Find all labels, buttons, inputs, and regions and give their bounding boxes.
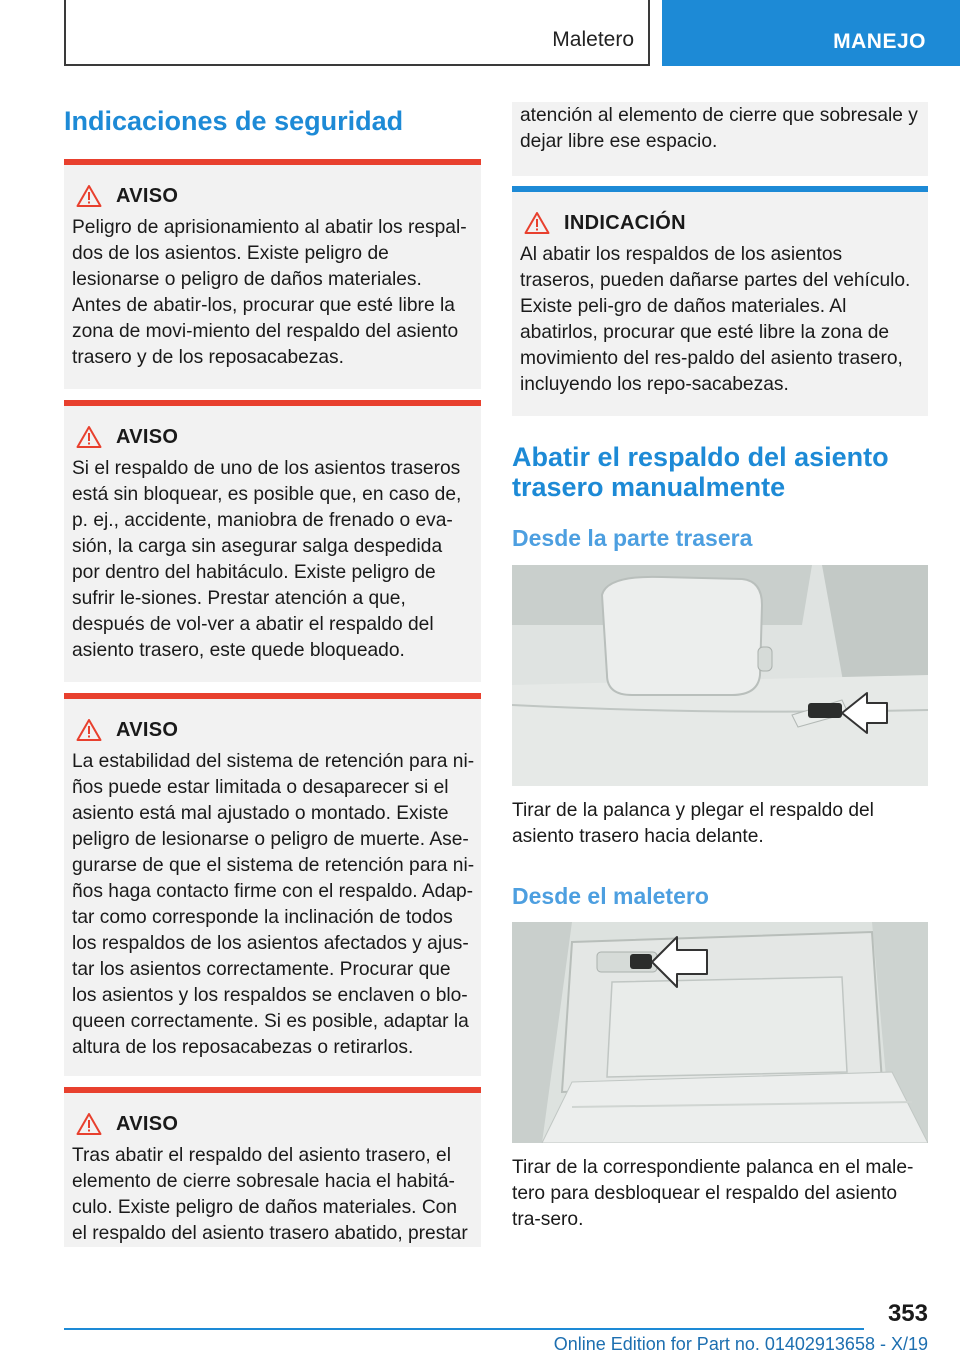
photo-trunk-lever bbox=[512, 922, 928, 1143]
warning-box-3 bbox=[64, 693, 481, 1076]
header-section-title: Maletero bbox=[552, 28, 634, 51]
warning-header bbox=[64, 406, 481, 450]
footer-divider bbox=[64, 1328, 864, 1330]
warning-text-continued: atención al elemento de cierre que sobresale y dejar libre ese espacio. bbox=[520, 105, 918, 152]
warning-title: AVISO bbox=[116, 718, 179, 741]
header-chapter-title: MANEJO bbox=[833, 30, 926, 53]
note-header bbox=[512, 192, 928, 236]
warning-header bbox=[64, 699, 481, 743]
section-heading-fold-seat: Abatir el respaldo del asiento trasero manualmente bbox=[512, 442, 889, 502]
caption-from-trunk: Tirar de la correspondiente palanca en el male-tero para desbloquear el respaldo del asiento tra-sero. bbox=[512, 1157, 914, 1230]
left-column bbox=[64, 100, 481, 1247]
note-text: Al abatir los respaldos de los asientos traseros, pueden dañarse partes del vehículo. Existe peli-gro de daños materiales. Al abatirlos, procurar que esté libre la zona de movimiento del res-paldo del asiento trasero, incluyendo los repo-sacabezas. bbox=[520, 244, 911, 395]
warning-box-4 bbox=[64, 1087, 481, 1247]
warning-triangle-icon bbox=[76, 184, 102, 208]
warning-triangle-icon bbox=[76, 718, 102, 742]
subheading-from-trunk: Desde el maletero bbox=[512, 883, 709, 909]
footer-edition: Online Edition for Part no. 01402913658 - X/19 bbox=[553, 1334, 928, 1354]
page-number: 353 bbox=[887, 1300, 928, 1327]
warning-text: Tras abatir el respaldo del asiento trasero, el elemento de cierre sobresale hacia el habitá-culo. Existe peligro de daños materiales. Con el respaldo del asiento trasero abatido, prestar bbox=[72, 1145, 468, 1244]
warning-title: AVISO bbox=[116, 184, 179, 207]
photo-rear-seat-lever bbox=[512, 565, 928, 786]
header-section-tab bbox=[64, 0, 650, 66]
warning-box-continued bbox=[512, 102, 928, 176]
warning-title: AVISO bbox=[116, 1112, 179, 1135]
section-heading-safety: Indicaciones de seguridad bbox=[64, 106, 404, 136]
warning-header bbox=[64, 1093, 481, 1137]
warning-text: Peligro de aprisionamiento al abatir los respal-dos de los asientos. Existe peligro de lesionarse o peligro de daños materiales. Antes de abatir-los, procurar que esté libre la zona de movi-miento del respaldo del asiento trasero y de los reposacabezas. bbox=[72, 217, 467, 368]
warning-triangle-icon bbox=[76, 425, 102, 449]
warning-box-2 bbox=[64, 400, 481, 682]
warning-triangle-icon bbox=[524, 211, 550, 235]
warning-text: Si el respaldo de uno de los asientos traseros está sin bloquear, es posible que, en caso de, p. ej., accidente, maniobra de frenado o eva-sión, la carga sin asegurar salga despedida por dentro del habitáculo. Existe peligro de sufrir le-siones. Prestar atención a que, después de vol-ver a abatir el respaldo del asiento trasero, este quede bloqueado. bbox=[72, 458, 462, 661]
caption-from-rear: Tirar de la palanca y plegar el respaldo del asiento trasero hacia delante. bbox=[512, 800, 874, 847]
warning-header bbox=[64, 165, 481, 209]
right-column bbox=[512, 100, 928, 1233]
warning-text: La estabilidad del sistema de retención para ni-ños puede estar limitada o desaparecer si el asiento está mal ajustado o montado. Existe peligro de lesionarse o peligro de muerte. Ase-gurarse de que el sistema de retención para ni-ños haga contacto firme con el respaldo. Adap-tar como corresponde la inclinación de todos los respaldos de los asientos afectados y ajus-tar los asientos correctamente. Procurar que los asientos y los respaldos se enclaven o blo-queen correctamente. Si es posible, adaptar la altura de los reposacabezas o retirarlos. bbox=[72, 751, 475, 1058]
header-chapter-tab bbox=[662, 0, 960, 66]
warning-title: AVISO bbox=[116, 425, 179, 448]
note-box bbox=[512, 186, 928, 416]
note-title: INDICACIÓN bbox=[564, 211, 686, 234]
warning-box-1 bbox=[64, 159, 481, 389]
warning-triangle-icon bbox=[76, 1112, 102, 1136]
subheading-from-rear: Desde la parte trasera bbox=[512, 525, 753, 551]
